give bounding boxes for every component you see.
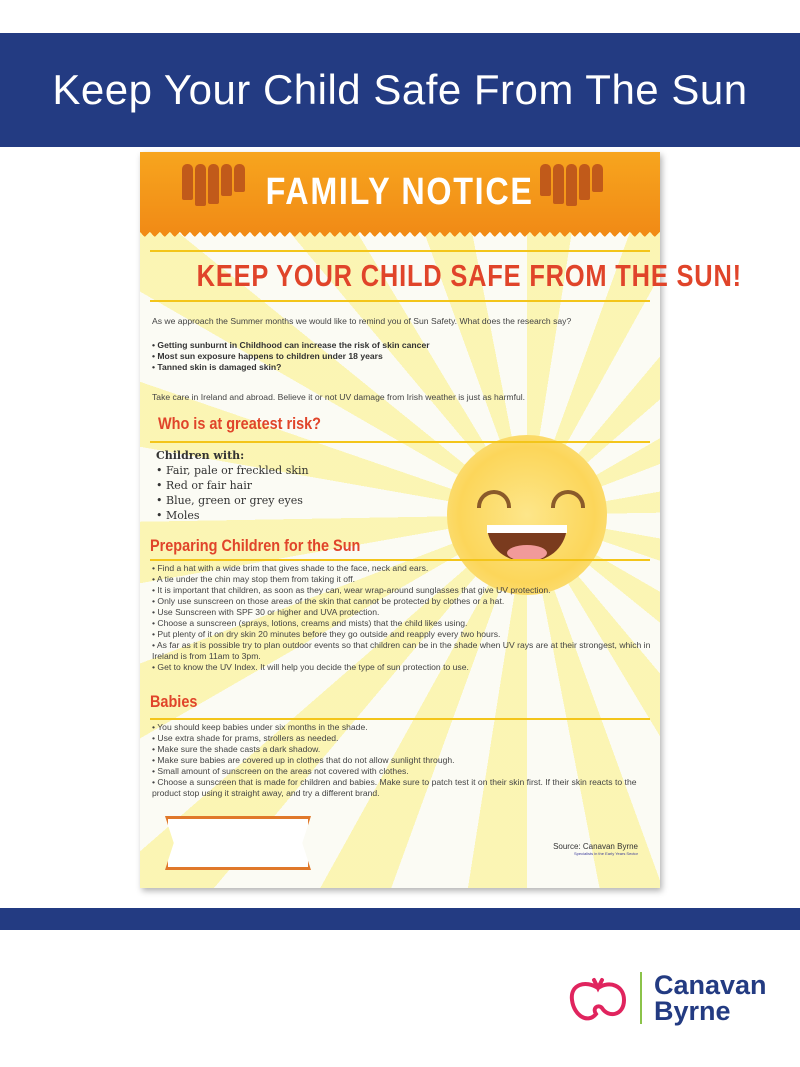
risk-list — [156, 448, 309, 523]
prep-list — [152, 563, 652, 673]
source-text: Source: Canavan Byrne — [553, 842, 638, 851]
sun-mouth-icon — [487, 525, 567, 561]
fact-item: • Tanned skin is damaged skin? — [152, 362, 282, 372]
risk-item: • Blue, green or grey eyes — [156, 494, 303, 507]
divider — [150, 718, 650, 720]
logo-divider — [640, 972, 642, 1024]
risk-item: • Red or fair hair — [156, 479, 253, 492]
babies-item: • Use extra shade for prams, strollers as needed. — [152, 733, 339, 743]
prep-item: • It is important that children, as soon as they can, wear wrap-around sunglasses that give UV protection. — [152, 585, 551, 595]
footer-bar — [0, 908, 800, 930]
prep-item: • As far as it is possible try to plan outdoor events so that children can be in the shade when UV rays are at their strongest, which in Ireland is from 11am to 3pm. — [152, 640, 651, 661]
risk-item: • Moles — [156, 509, 200, 522]
prep-item: • A tie under the chin may stop them from taking it off. — [152, 574, 355, 584]
facts-list — [152, 340, 652, 373]
divider — [150, 441, 650, 443]
header-zigzag-edge — [140, 232, 660, 242]
canavan-byrne-logo — [566, 968, 767, 1028]
poster-title: KEEP YOUR CHILD SAFE FROM THE SUN! — [196, 258, 742, 293]
risk-item: • Fair, pale or freckled skin — [156, 464, 309, 477]
babies-list — [152, 722, 652, 799]
risk-subheading: Children with: — [156, 449, 245, 462]
poster-header — [140, 152, 660, 232]
family-icon — [540, 164, 603, 206]
fact-item: • Getting sunburnt in Childhood can increase the risk of skin cancer — [152, 340, 430, 350]
prep-item: • Put plenty of it on dry skin 20 minutes before they go outside and reapply every two hours. — [152, 629, 501, 639]
babies-item: • Choose a sunscreen that is made for children and babies. Make sure to patch test it on their skin first. If their skin reacts to the product stop using it straight away, and try a different brand. — [152, 777, 637, 798]
prep-item: • Find a hat with a wide brim that gives shade to the face, neck and ears. — [152, 563, 429, 573]
logo-line1: Canavan — [654, 970, 767, 1000]
prep-item: • Get to know the UV Index. It will help you decide the type of sun protection to use. — [152, 662, 469, 672]
babies-item: • Small amount of sunscreen on the areas not covered with clothes. — [152, 766, 409, 776]
sun-eye-icon — [477, 490, 511, 508]
butterfly-apple-icon — [566, 968, 630, 1028]
prep-item: • Only use sunscreen on those areas of the skin that cannot be protected by clothes or a hat. — [152, 596, 505, 606]
divider — [150, 250, 650, 252]
blank-ribbon-label — [165, 816, 311, 870]
babies-heading: Babies — [150, 692, 198, 711]
logo-line2: Byrne — [654, 996, 731, 1026]
source-credit — [553, 842, 638, 856]
babies-item: • Make sure the shade casts a dark shadow. — [152, 744, 321, 754]
logo-text — [654, 972, 767, 1024]
source-tagline: Specialists in the Early Years Sector — [573, 851, 638, 856]
poster-header-title: FAMILY NOTICE — [266, 170, 534, 213]
intro-text: As we approach the Summer months we would like to remind you of Sun Safety. What does the research say? — [152, 316, 572, 326]
divider — [150, 559, 650, 561]
care-text: Take care in Ireland and abroad. Believe it or not UV damage from Irish weather is just as harmful. — [152, 392, 526, 402]
prep-heading: Preparing Children for the Sun — [150, 536, 361, 555]
family-notice-poster — [140, 152, 742, 888]
risk-heading: Who is at greatest risk? — [158, 414, 322, 433]
sun-eye-icon — [551, 490, 585, 508]
prep-item: • Choose a sunscreen (sprays, lotions, creams and mists) that the child likes using. — [152, 618, 468, 628]
prep-item: • Use Sunscreen with SPF 30 or higher and UVA protection. — [152, 607, 380, 617]
babies-item: • You should keep babies under six months in the shade. — [152, 722, 368, 732]
divider — [150, 300, 650, 302]
page-title: Keep Your Child Safe From The Sun — [52, 66, 748, 113]
family-icon — [182, 164, 245, 206]
fact-item: • Most sun exposure happens to children under 18 years — [152, 351, 383, 361]
page-banner — [0, 33, 800, 147]
babies-item: • Make sure babies are covered up in clothes that do not allow sunlight through. — [152, 755, 455, 765]
